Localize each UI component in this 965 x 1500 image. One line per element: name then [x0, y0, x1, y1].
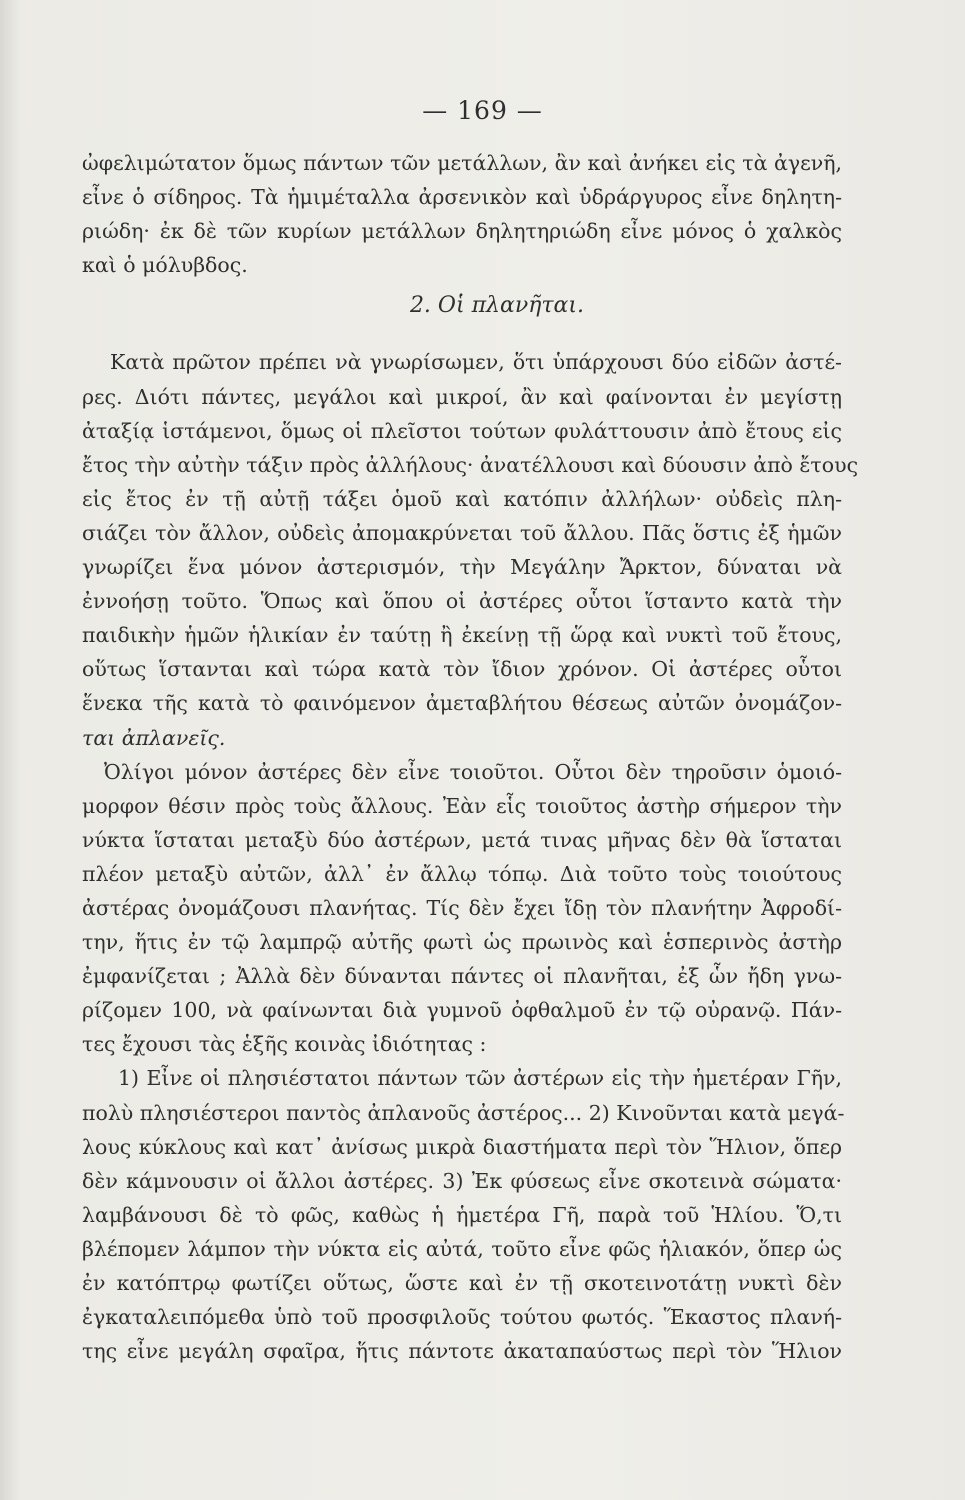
- text-line: λαμβάνουσι δὲ τὸ φῶς, καθὼς ἡ ἡμετέρα Γῆ, παρὰ τοῦ Ἡλίου. Ὅ,τι: [82, 1202, 842, 1227]
- text-line: γνωρίζει ἕνα μόνον ἀστερισμόν, τὴν Μεγάλην Ἄρκτον, δύναται νὰ: [82, 555, 842, 580]
- text-line: ἐγκαταλειπόμεθα ὑπὸ τοῦ προσφιλοῦς τούτου φωτός. Ἕκαστος πλανή-: [82, 1305, 842, 1330]
- text-line: ἀταξίᾳ ἱστάμενοι, ὅμως οἱ πλεῖστοι τούτων φυλάττουσιν ἀπὸ ἔτους εἰς: [82, 418, 842, 443]
- text-line: ἕνεκα τῆς κατὰ τὸ φαινόμενον ἀμεταβλήτου θέσεως αὐτῶν ὀνομάζον-: [82, 691, 842, 716]
- text-line: ρες. Διότι πάντες, μεγάλοι καὶ μικροί, ἂν καὶ φαίνονται ἐν μεγίστῃ: [82, 384, 842, 409]
- body-text: [82, 146, 859, 1368]
- text-line: Κατὰ πρῶτον πρέπει νὰ γνωρίσωμεν, ὅτι ὑπάρχουσι δύο εἰδῶν ἀστέ-: [110, 350, 842, 375]
- text-line: εἰς ἔτος ἐν τῇ αὐτῇ τάξει ὁμοῦ καὶ κατόπιν ἀλλήλων· οὐδεὶς πλη-: [82, 486, 842, 511]
- text-line: πολὺ πλησιέστεροι παντὸς ἀπλανοῦς ἀστέρος... 2) Κινοῦνται κατὰ μεγά-: [82, 1100, 845, 1125]
- text-line: σιάζει τὸν ἄλλον, οὐδεὶς ἀπομακρύνεται τοῦ ἄλλου. Πᾶς ὅστις ἐξ ἡμῶν: [82, 520, 842, 545]
- text-line: ται ἀπλανεῖς.: [82, 725, 226, 750]
- text-line: καὶ ὁ μόλυβδος.: [82, 253, 248, 278]
- text-line: ἐννοήσῃ τοῦτο. Ὅπως καὶ ὅπου οἱ ἀστέρες οὗτοι ἵσταντο κατὰ τὴν: [82, 589, 842, 614]
- text-line: ἐν κατόπτρῳ φωτίζει οὕτως, ὥστε καὶ ἐν τῇ σκοτεινοτάτῃ νυκτὶ δὲν: [82, 1271, 842, 1295]
- text-line: εἶνε ὁ σίδηρος. Τὰ ἡμιμέταλλα ἀρσενικὸν καὶ ὑδράργυρος εἶνε δηλητη-: [82, 185, 842, 210]
- text-line: ἀστέρας ὀνομάζουσι πλανήτας. Τίς δὲν ἔχει ἴδῃ τὸν πλανήτην Ἀφροδί-: [82, 895, 842, 920]
- text-line: 1) Εἶνε οἱ πλησιέστατοι πάντων τῶν ἀστέρων εἰς τὴν ἡμετέραν Γῆν,: [118, 1066, 842, 1091]
- text-line: Ὀλίγοι μόνον ἀστέρες δὲν εἶνε τοιοῦτοι. Οὗτοι δὲν τηροῦσιν ὁμοιό-: [104, 759, 842, 784]
- text-line: βλέπομεν λάμπον τὴν νύκτα εἰς αὐτά, τοῦτο εἶνε φῶς ἡλιακόν, ὅπερ ὡς: [82, 1236, 842, 1261]
- text-line: την, ἥτις ἐν τῷ λαμπρῷ αὐτῆς φωτὶ ὡς πρωινὸς καὶ ἑσπερινὸς ἀστὴρ: [82, 930, 842, 955]
- text-line: ἐμφανίζεται ; Ἀλλὰ δὲν δύνανται πάντες οἱ πλανῆται, ἐξ ὧν ἤδη γνω-: [82, 964, 842, 989]
- text-line: παιδικὴν ἡμῶν ἡλικίαν ἐν ταύτῃ ἢ ἐκείνῃ τῇ ὥρᾳ καὶ νυκτὶ τοῦ ἔτους,: [82, 623, 842, 648]
- text-line: πλέον μεταξὺ αὐτῶν, ἀλλ᾽ ἐν ἄλλῳ τόπῳ. Διὰ τοῦτο τοὺς τοιούτους: [82, 861, 842, 886]
- text-line: ρίζομεν 100, νὰ φαίνωνται διὰ γυμνοῦ ὀφθαλμοῦ ἐν τῷ οὐρανῷ. Πάν-: [82, 998, 842, 1023]
- text-line: οὕτως ἵστανται καὶ τώρα κατὰ τὸν ἴδιον χρόνον. Οἱ ἀστέρες οὗτοι: [82, 657, 842, 682]
- text-line: ριώδη· ἐκ δὲ τῶν κυρίων μετάλλων δηλητηριώδη εἶνε μόνος ὁ χαλκὸς: [82, 219, 842, 244]
- text-line: νύκτα ἵσταται μεταξὺ δύο ἀστέρων, μετά τινας μῆνας δὲν θὰ ἵσταται: [82, 827, 842, 852]
- section-heading: 2. Οἱ πλανῆται.: [409, 293, 585, 319]
- text-line: ἔτος τὴν αὐτὴν τάξιν πρὸς ἀλλήλους· ἀνατέλλουσι καὶ δύουσιν ἀπὸ ἔτους: [82, 452, 859, 477]
- text-line: μορφον θέσιν πρὸς τοὺς ἄλλους. Ἐὰν εἷς τοιοῦτος ἀστὴρ σήμερον τὴν: [82, 793, 842, 818]
- text-line: τες ἔχουσι τὰς ἑξῆς κοινὰς ἰδιότητας :: [82, 1032, 487, 1057]
- text-line: λους κύκλους καὶ κατ᾽ ἀνίσως μικρὰ διαστήματα περὶ τὸν Ἥλιον, ὅπερ: [82, 1134, 842, 1159]
- text-line: ὠφελιμώτατον ὅμως πάντων τῶν μετάλλων, ἂν καὶ ἀνήκει εἰς τὰ ἀγενῆ,: [82, 151, 842, 175]
- text-line: της εἶνε μεγάλη σφαῖρα, ἥτις πάντοτε ἀκαταπαύστως περὶ τὸν Ἥλιον: [82, 1339, 842, 1364]
- text-line: δὲν κάμνουσιν οἱ ἄλλοι ἀστέρες. 3) Ἐκ φύσεως εἶνε σκοτεινὰ σώματα·: [82, 1168, 842, 1193]
- page-number: — 169 —: [422, 96, 543, 125]
